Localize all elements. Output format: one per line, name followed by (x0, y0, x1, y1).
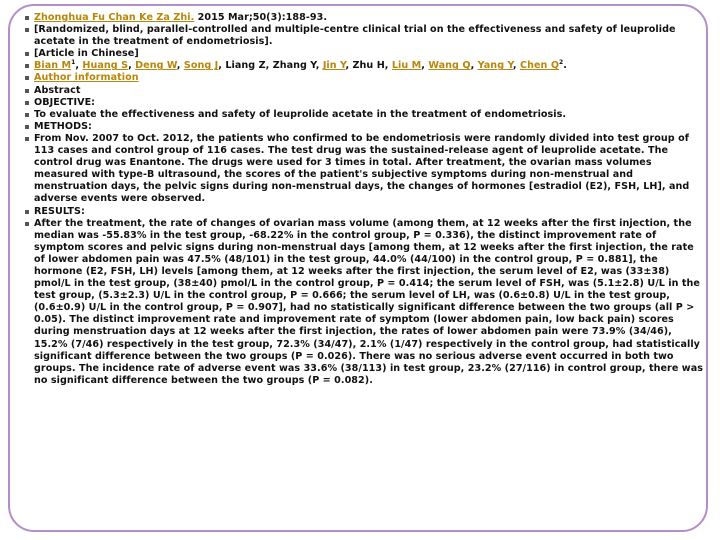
author-information-line (32, 72, 704, 84)
slide-frame (8, 4, 708, 532)
author-name: Zhang Y (272, 60, 316, 72)
author-affiliation-number[interactable]: 2 (559, 59, 564, 67)
objective-text: To evaluate the effectiveness and safety of leuprolide acetate in the treatment of endometriosis. (32, 109, 704, 121)
citation-line (32, 12, 704, 24)
language-note: [Article in Chinese] (32, 48, 704, 60)
author-name[interactable]: Bian M (34, 60, 72, 72)
methods-heading: METHODS: (32, 121, 704, 133)
author-affiliation-number[interactable]: 1 (71, 59, 76, 67)
author-information-link[interactable]: Author information (34, 72, 139, 84)
objective-heading: OBJECTIVE: (32, 97, 704, 109)
author-name[interactable]: Wang Q (428, 60, 471, 72)
journal-link[interactable]: Zhonghua Fu Chan Ke Za Zhi. (34, 12, 195, 23)
author-name[interactable]: Chen Q (520, 60, 560, 72)
author-name[interactable]: Jin Y (322, 60, 346, 72)
author-list: Bian $M^1$, Huang S, Deng W, Song J, Liang Z, Zhang Y, Jin Y, Zhu H, Liu M, Wang Q, Yang Y, Chen $Q^2$. (32, 60, 704, 72)
author-name[interactable]: Liu M (391, 60, 422, 72)
author-name[interactable]: Deng W (135, 60, 177, 72)
abstract-heading: Abstract (32, 85, 704, 97)
author-name: Zhu H (352, 60, 385, 72)
author-name: Liang Z (225, 60, 266, 72)
abstract-content (32, 12, 704, 387)
results-text: After the treatment, the rate of changes of ovarian mass volume (among them, at 12 weeks after the first injection, the median was -55.83% in the test group, -68.22% in the control group, P = 0.336), the distinct improvement rate of symptom scores and pelvic signs during non-menstrual days [among them, at 12 weeks after the first injection, the rate of lower abdomen pain was 47.5% (48/101) in the test group, 44.0% (44/100) in the control group, P = 0.881], the hormone (E2, FSH, LH) levels [among them, at 12 weeks after the first injection, the serum level of E2, was (33±38) pmol/L in the test group, (38±40) pmol/L in the control group, P = 0.414; the serum level of FSH, was (5.1±2.8) U/L in the test group, (5.3±2.3) U/L in the control group, P = 0.666; the serum level of LH, was (0.6±0.8) U/L in the test group, (0.6±0.9) U/L in the control group, P = 0.907], had no statistically significant difference between the two groups (all P > 0.05). The distinct improvement rate and improvement rate of symptom (lower abdomen pain, low back pain) scores during menstruation days at 12 weeks after the first injection, the rates of lower abdomen pain were 73.9% (34/46), 15.2% (7/46) respectively in the test group, 72.3% (34/47), 2.1% (1/47) respectively in the control group, had statistically significant difference between the two groups (P = 0.026). There was no serious adverse event occurred in both two groups. The incidence rate of adverse event was 33.6% (38/113) in test group, 23.2% (27/116) in control group, there was no significant difference between the two groups (P = 0.082). (34, 217, 703, 386)
article-title: [Randomized, blind, parallel-controlled and multiple-centre clinical trial on the effectiveness and safety of leuprolide acetate in the treatment of endometriosis]. (32, 24, 704, 48)
author-name[interactable]: Yang Y (477, 60, 513, 72)
results-heading: RESULTS: (32, 206, 704, 218)
author-name[interactable]: Huang S (82, 60, 129, 72)
author-name[interactable]: Song J (183, 60, 219, 72)
methods-text: From Nov. 2007 to Oct. 2012, the patients who confirmed to be endometriosis were randomly divided into test group of 113 cases and control group of 116 cases. The test drug was the sustained-release agent of leuprolide acetate. The control drug was Enantone. The drugs were used for 3 times in total. After treatment, the ovarian mass volumes measured with type-B ultrasound, the scores of the patient's subjective symptoms during non-menstrual and menstruation days, the pelvic signs during non-menstrual days, the changes of hormones [estradiol (E2), FSH, LH], and adverse events were observed. (32, 133, 704, 206)
citation-details: 2015 Mar;50(3):188-93. (194, 12, 328, 23)
author-list-end: . (563, 60, 567, 72)
